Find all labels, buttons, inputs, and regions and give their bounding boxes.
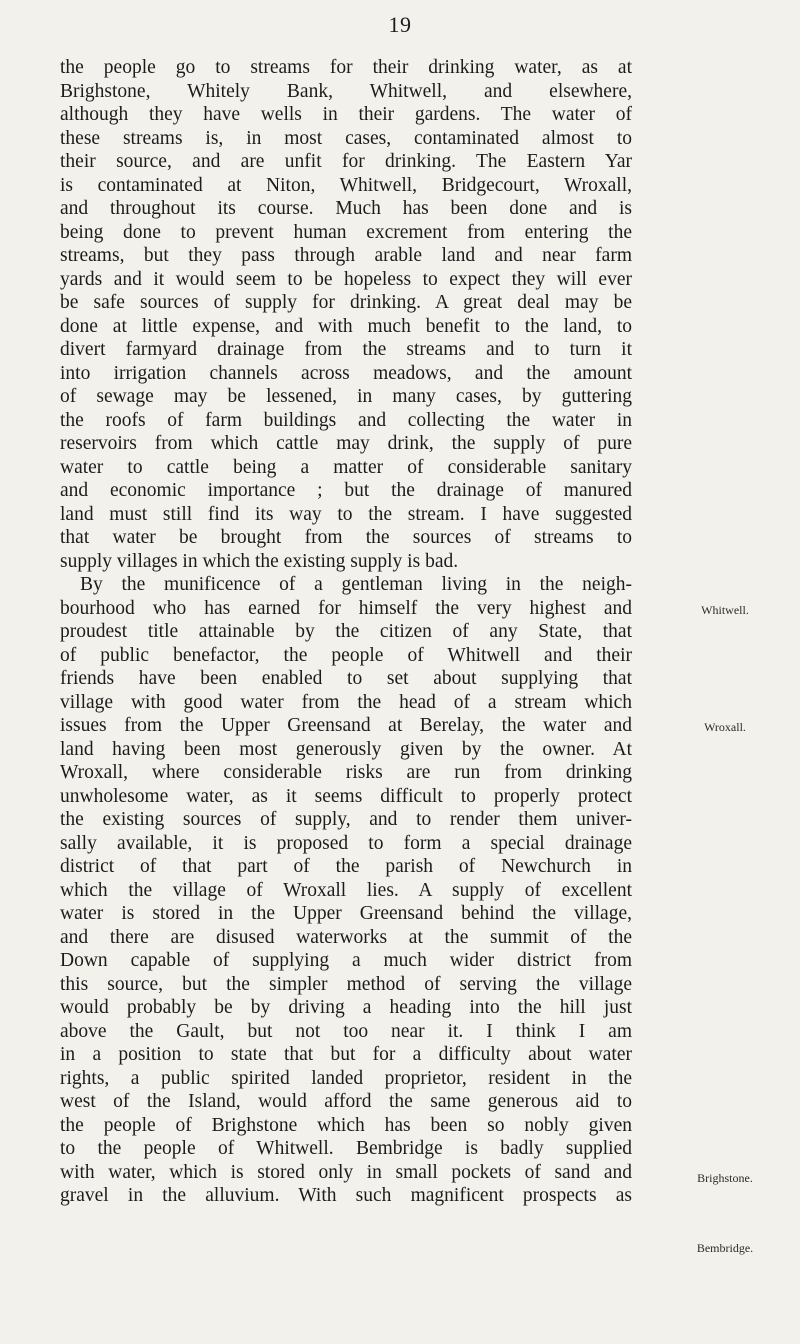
text-line: being done to prevent human excrement from entering the — [60, 221, 632, 243]
text-line: which the village of Wroxall lies. A supply of excellent — [60, 879, 632, 901]
text-line: and economic importance ; but the drainage of manured — [60, 480, 632, 501]
text-line: Brighstone, Whitely Bank, Whitwell, and elsewhere, — [60, 80, 632, 102]
text-line: the people go to streams for their drinking water, as at — [60, 57, 632, 78]
text-line: this source, but the simpler method of serving the village — [60, 973, 632, 995]
text-line: in a position to state that but for a difficulty about water — [60, 1044, 632, 1065]
text-line: Wroxall, where considerable risks are run from drinking — [60, 762, 632, 783]
text-line: gravel in the alluvium. With such magnificent prospects as — [60, 1185, 632, 1206]
text-line: By the munificence of a gentleman living in the neigh- — [80, 574, 632, 595]
text-line: rights, a public spirited landed proprietor, resident in the — [60, 1067, 632, 1089]
text-line: and throughout its course. Much has been done and is — [60, 198, 632, 219]
margin-note-whitwell: Whitwell. — [701, 603, 749, 617]
text-line: land having been most generously given by the owner. At — [60, 738, 632, 760]
text-line: divert farmyard drainage from the streams and to turn it — [60, 339, 632, 360]
text-line: issues from the Upper Greensand at Berelay, the water and — [60, 715, 632, 736]
text-line: yards and it would seem to be hopeless to expect they will ever — [60, 268, 632, 290]
text-line: village with good water from the head of a stream which — [60, 691, 632, 713]
text-line: the existing sources of supply, and to render them univer- — [60, 809, 632, 830]
text-line: water to cattle being a matter of considerable sanitary — [60, 456, 632, 478]
text-line: water is stored in the Upper Greensand behind the village, — [60, 903, 632, 924]
text-line: done at little expense, and with much benefit to the land, to — [60, 315, 632, 337]
text-line: these streams is, in most cases, contaminated almost to — [60, 127, 632, 149]
text-line: would probably be by driving a heading into the hill just — [60, 997, 632, 1018]
text-line: unwholesome water, as it seems difficult to properly protect — [60, 785, 632, 807]
text-line: of public benefactor, the people of Whitwell and their — [60, 644, 632, 666]
body-text — [60, 56, 632, 1208]
text-line: is contaminated at Niton, Whitwell, Bridgecourt, Wroxall, — [60, 174, 632, 196]
margin-note-bembridge: Bembridge. — [696, 1241, 754, 1255]
text-line: above the Gault, but not too near it. I think I am — [60, 1020, 632, 1042]
text-line: be safe sources of supply for drinking. A great deal may be — [60, 292, 632, 313]
text-line: although they have wells in their gardens. The water of — [60, 104, 632, 125]
text-line: the roofs of farm buildings and collecting the water in — [60, 409, 632, 431]
text-line: sally available, it is proposed to form a special drainage — [60, 832, 632, 854]
margin-note-brighstone: Brighstone. — [697, 1171, 753, 1185]
text-line: reservoirs from which cattle may drink, the supply of pure — [60, 433, 632, 454]
text-line: bourhood who has earned for himself the very highest and — [60, 597, 632, 619]
text-line: into irrigation channels across meadows, and the amount — [60, 362, 632, 384]
text-line: of sewage may be lessened, in many cases, by guttering — [60, 386, 632, 407]
text-line: that water be brought from the sources of streams to — [60, 527, 632, 548]
text-line: land must still find its way to the stream. I have suggested — [60, 503, 632, 525]
text-line: supply villages in which the existing supply is bad. — [60, 550, 459, 572]
text-line: proudest title attainable by the citizen of any State, that — [60, 621, 632, 642]
text-line: Down capable of supplying a much wider district from — [60, 950, 632, 971]
margin-note-wroxall: Wroxall. — [704, 720, 746, 734]
text-line: to the people of Whitwell. Bembridge is badly supplied — [60, 1138, 632, 1159]
text-line: west of the Island, would afford the same generous aid to — [60, 1091, 632, 1112]
text-line: and there are disused waterworks at the summit of the — [60, 926, 632, 948]
text-line: their source, and are unfit for drinking. The Eastern Yar — [60, 151, 632, 172]
page-number: 19 — [388, 12, 412, 37]
text-line: district of that part of the parish of Newchurch in — [60, 856, 632, 877]
text-line: friends have been enabled to set about supplying that — [60, 668, 632, 689]
text-line: the people of Brighstone which has been so nobly given — [60, 1114, 632, 1136]
text-line: with water, which is stored only in small pockets of sand and — [60, 1161, 632, 1183]
text-line: streams, but they pass through arable land and near farm — [60, 245, 632, 266]
